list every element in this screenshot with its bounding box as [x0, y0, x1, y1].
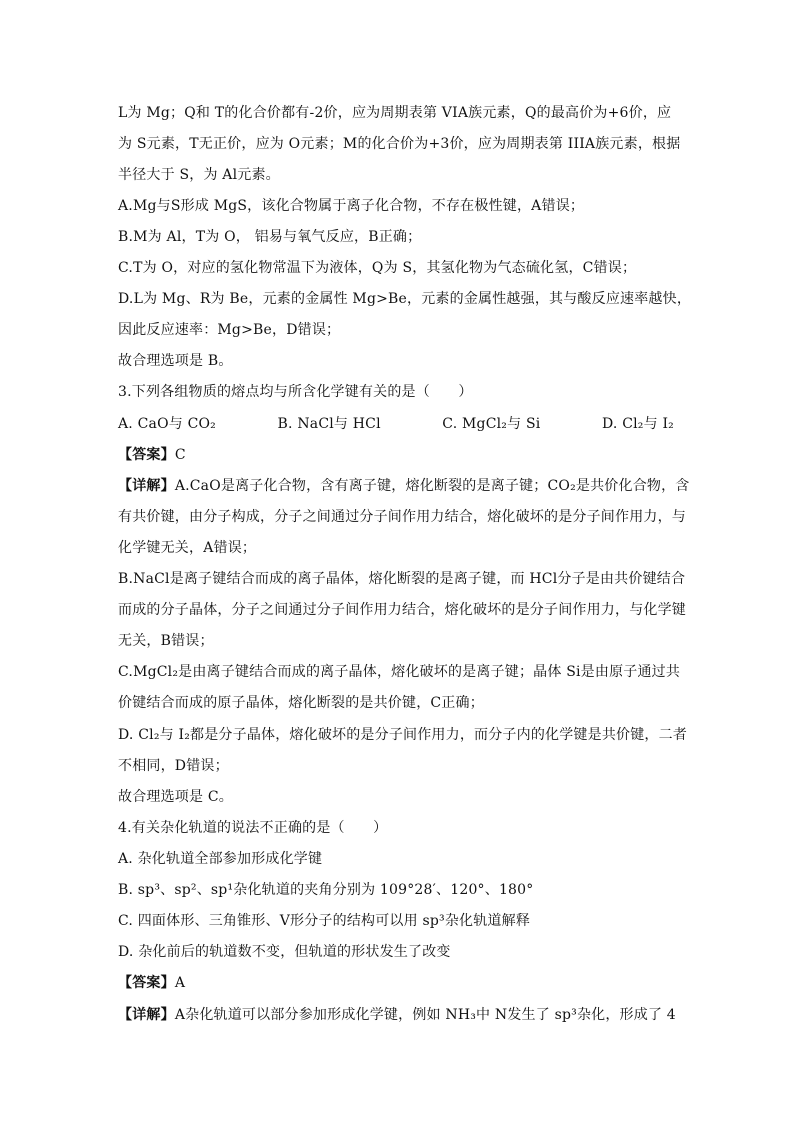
analysis-option-d-line-1: D.L为 Mg、R为 Be，元素的金属性 Mg>Be，元素的金属性越强，其与酸反应速率越快， — [118, 291, 692, 307]
question-3-detail-line-4: B.NaCl是离子键结合而成的离子晶体，熔化断裂的是离子键，而 HCl分子是由共价键结合 — [118, 571, 686, 587]
question-3-detail-line-1: 【详解】A.CaO是离子化合物，含有离子键，熔化断裂的是离子键；CO₂是共价化合物，含 — [118, 478, 690, 494]
analysis-option-d-line-2: 因此反应速率：Mg>Be，D错误； — [118, 322, 341, 338]
analysis-line-2: 为 S元素，T无正价，应为 O元素；M的化合价为+3价，应为周期表第 IIIA族元素，根据 — [118, 136, 681, 152]
question-4-option-b: B. sp³、sp²、sp¹杂化轨道的夹角分别为 109°28′、120°、180° — [118, 882, 534, 898]
analysis-line-3: 半径大于 S，为 Al元素。 — [118, 167, 280, 183]
question-3-option-d: D. Cl₂与 I₂ — [601, 416, 674, 432]
question-3-options — [118, 414, 674, 434]
question-3-conclusion: 故合理选项是 C。 — [118, 789, 233, 805]
answer-tag: 【答案】 — [118, 975, 175, 991]
analysis-option-a: A.Mg与S形成 MgS，该化合物属于离子化合物，不存在极性键，A错误； — [118, 198, 585, 214]
analysis-conclusion: 故合理选项是 B。 — [118, 353, 233, 369]
question-3-detail-line-9: D. Cl₂与 I₂都是分子晶体，熔化破坏的是分子间作用力，而分子内的化学键是共价键，二者 — [118, 727, 688, 743]
answer-tag: 【答案】 — [118, 447, 175, 463]
question-3-detail-line-5: 而成的分子晶体，分子之间通过分子间作用力结合，熔化破坏的是分子间作用力，与化学键 — [118, 602, 686, 618]
question-3-detail-line-10: 不相同，D错误； — [118, 758, 229, 774]
question-4-answer — [118, 973, 678, 993]
question-4-stem: 4.有关杂化轨道的说法不正确的是（ ） — [118, 820, 388, 836]
question-3-detail-line-2: 有共价键，由分子构成，分子之间通过分子间作用力结合，熔化破坏的是分子间作用力，与 — [118, 509, 686, 525]
question-4-answer-value: A — [174, 975, 186, 991]
question-3-detail-line-7: C.MgCl₂是由离子键结合而成的离子晶体，熔化破坏的是离子键；晶体 Si是由原子通过共 — [118, 664, 681, 680]
question-3-answer-value: C — [174, 447, 186, 463]
question-4-detail-line-1: 【详解】A杂化轨道可以部分参加形成化学键，例如 NH₃中 N发生了 sp³杂化，形成了 4 — [118, 1007, 676, 1023]
detail-tag: 【详解】 — [118, 478, 175, 494]
question-3-option-b: B. NaCl与 HCl — [277, 416, 381, 432]
question-4-option-a: A. 杂化轨道全部参加形成化学键 — [118, 851, 323, 867]
question-3-detail-line-6: 无关，B错误； — [118, 633, 214, 649]
question-3-answer — [118, 445, 678, 465]
analysis-option-c: C.T为 O，对应的氢化物常温下为液体，Q为 S，其氢化物为气态硫化氢，C错误； — [118, 260, 637, 276]
question-3-detail-line-8: 价键结合而成的原子晶体，熔化断裂的是共价键，C正确； — [118, 695, 484, 711]
detail-tag: 【详解】 — [118, 1007, 175, 1023]
question-3-stem: 3.下列各组物质的熔点均与所含化学键有关的是（ ） — [118, 384, 473, 400]
question-3-option-a: A. CaO与 CO₂ — [118, 416, 216, 432]
question-3-option-c: C. MgCl₂与 Si — [442, 416, 541, 432]
question-4-option-d: D. 杂化前后的轨道数不变，但轨道的形状发生了改变 — [118, 944, 451, 960]
question-4-option-c: C. 四面体形、三角锥形、V形分子的结构可以用 sp³杂化轨道解释 — [118, 913, 531, 929]
analysis-line-1: L为 Mg；Q和 T的化合价都有-2价，应为周期表第 VIA族元素，Q的最高价为+6价，应 — [118, 105, 672, 121]
question-3-detail-line-3: 化学键无关，A错误； — [118, 540, 257, 556]
analysis-option-b: B.M为 Al，T为 O， 铝易与氧气反应，B正确； — [118, 229, 422, 245]
